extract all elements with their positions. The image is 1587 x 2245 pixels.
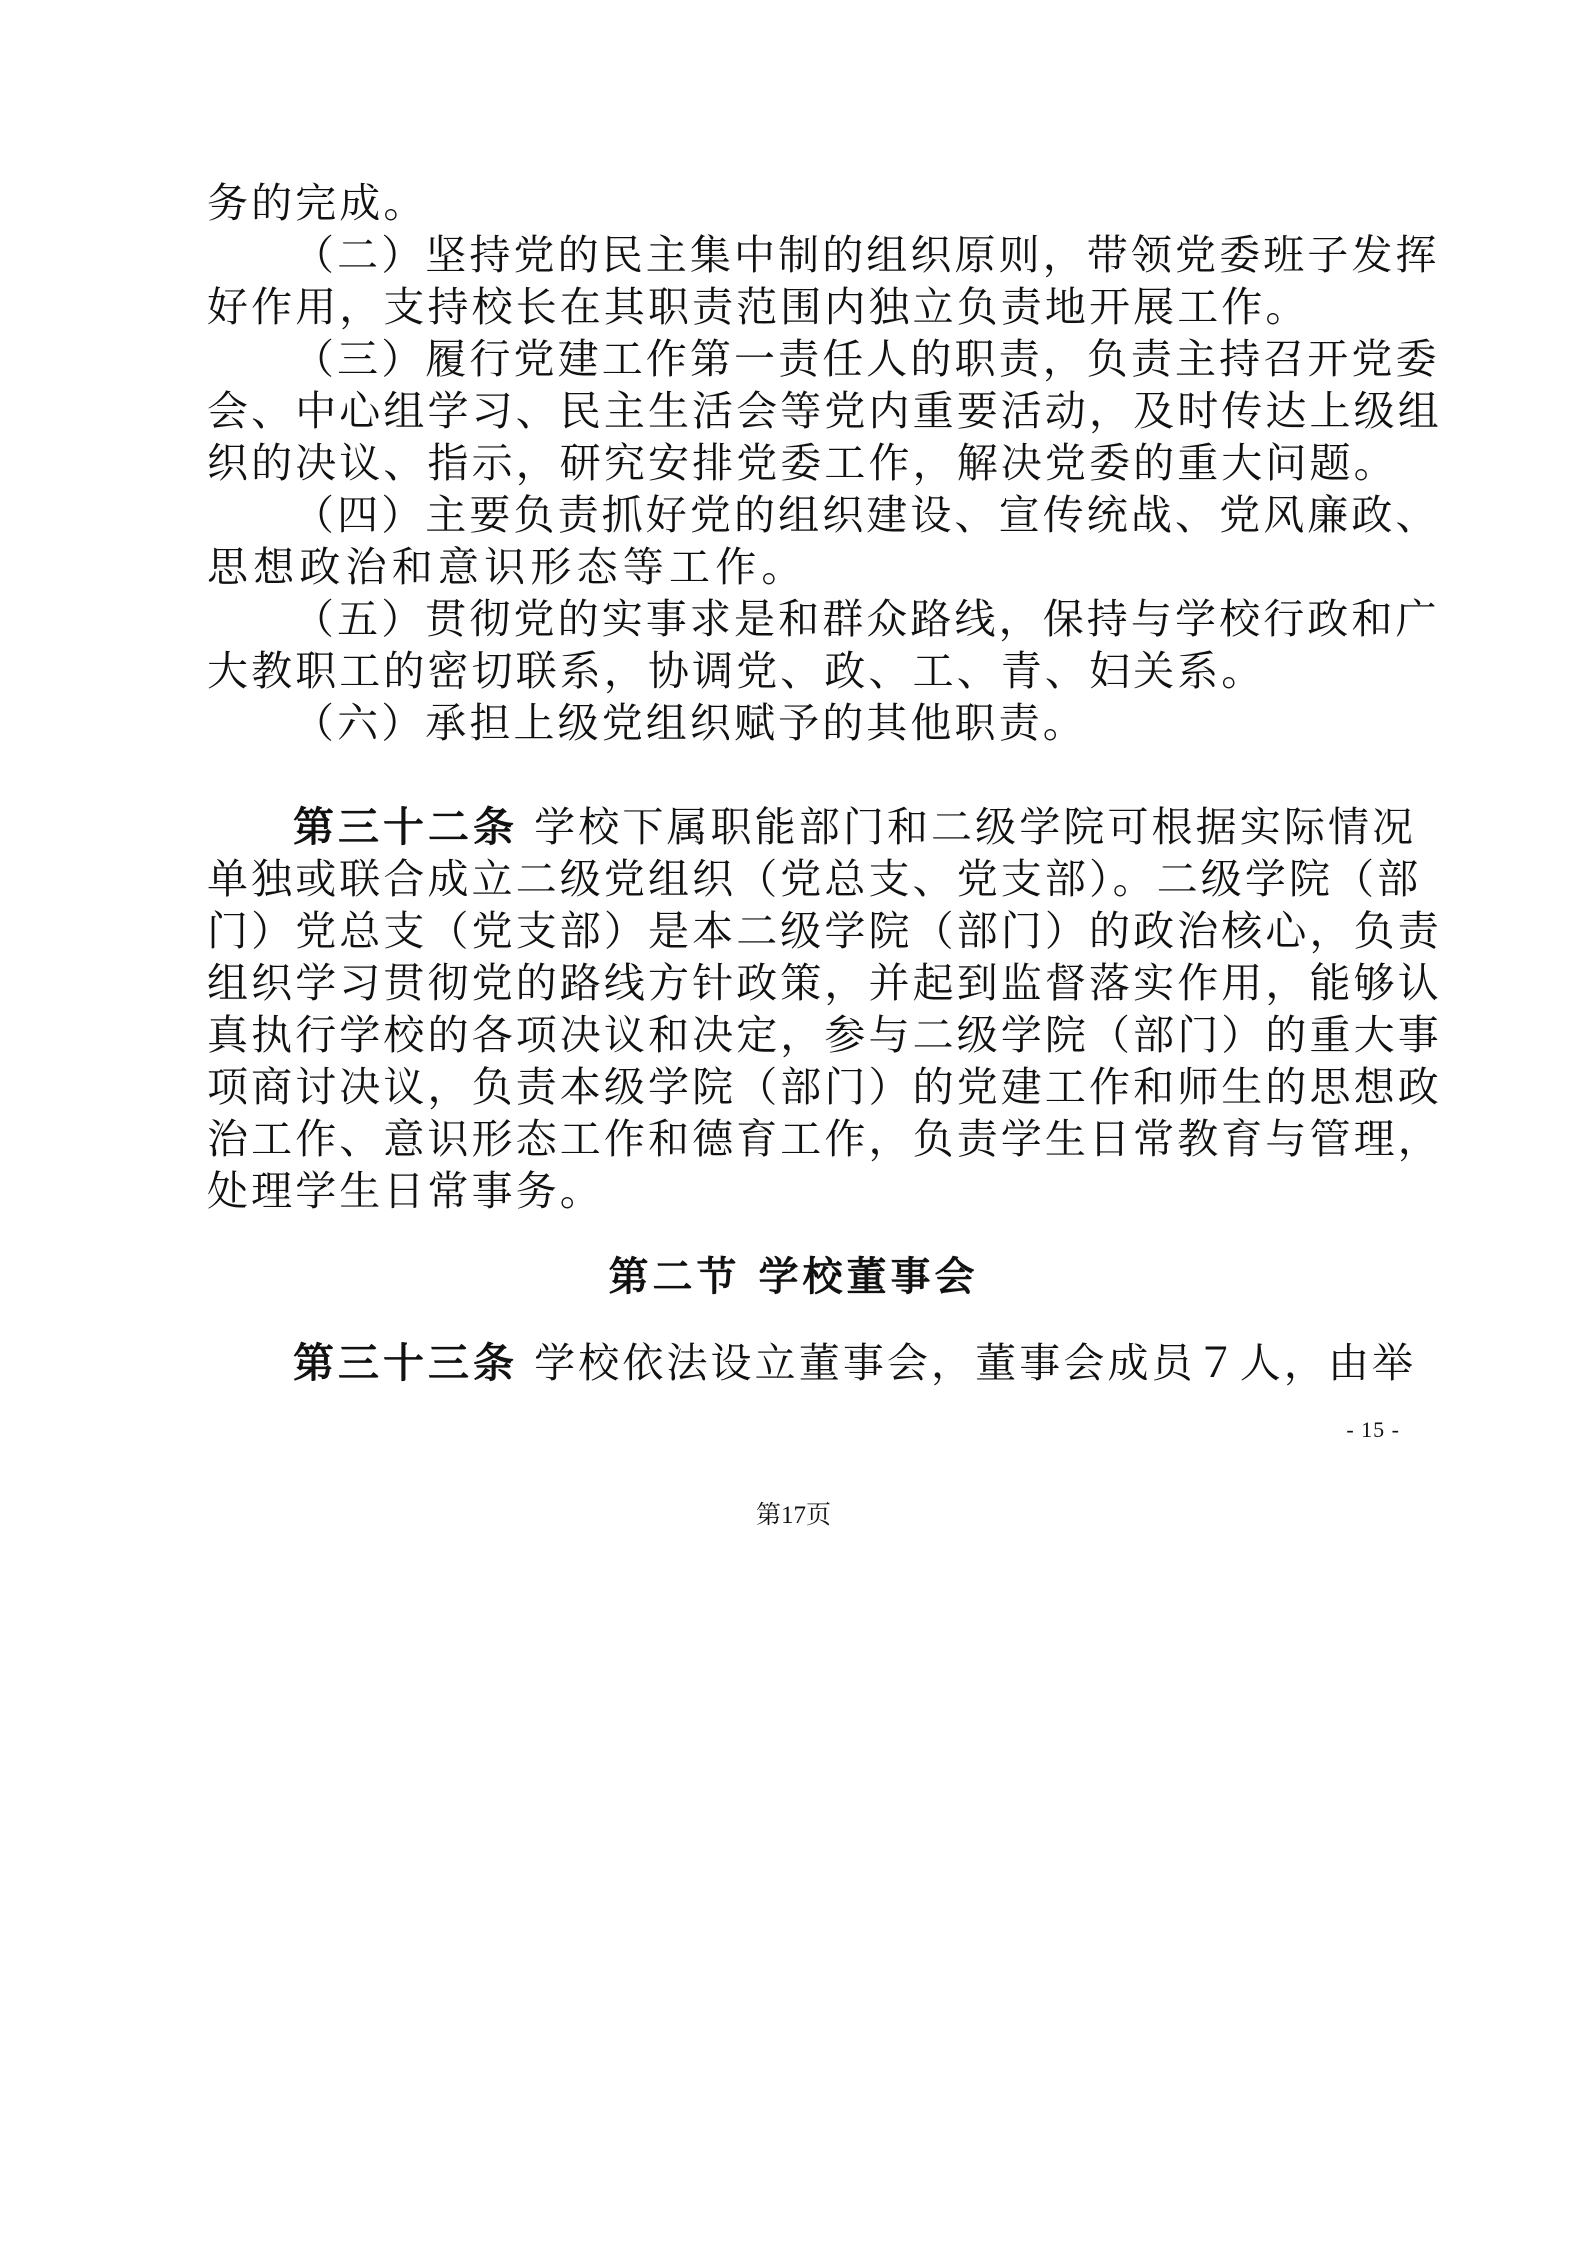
text-line: （四）主要负责抓好党的组织建设、宣传统战、党风廉政、 xyxy=(293,491,1440,539)
article-33-label: 第三十三条 xyxy=(293,1339,518,1387)
text-line: 真执行学校的各项决议和决定，参与二级学院（部门）的重大事 xyxy=(207,1011,1442,1059)
article-32-first-text: 学校下属职能部门和二级学院可根据实际情况 xyxy=(534,803,1417,851)
section-title: 第二节 学校董事会 xyxy=(608,1254,979,1300)
article-33-first-line xyxy=(293,1331,1417,1395)
text-line: 好作用，支持校长在其职责范围内独立负责地开展工作。 xyxy=(207,283,1310,331)
text-line: （三）履行党建工作第一责任人的职责，负责主持召开党委 xyxy=(293,335,1440,383)
footer-page-label: 第17页 xyxy=(755,1502,831,1529)
text-line: （二）坚持党的民主集中制的组织原则，带领党委班子发挥 xyxy=(293,231,1440,279)
page-number: - 15 - xyxy=(1346,1417,1400,1442)
text-line: （五）贯彻党的实事求是和群众路线，保持与学校行政和广 xyxy=(293,595,1440,643)
article-33-first-text: 学校依法设立董事会，董事会成员７人，由举 xyxy=(534,1339,1417,1387)
text-line: 织的决议、指示，研究安排党委工作，解决党委的重大问题。 xyxy=(207,439,1398,487)
text-line: 思想政治和意识形态等工作。 xyxy=(207,543,808,591)
text-line: 组织学习贯彻党的路线方针政策，并起到监督落实作用，能够认 xyxy=(207,959,1442,1007)
article-32-label: 第三十二条 xyxy=(293,803,518,851)
text-line: 单独或联合成立二级党组织（党总支、党支部）。二级学院（部 xyxy=(207,855,1422,903)
text-line: 会、中心组学习、民主生活会等党内重要活动，及时传达上级组 xyxy=(207,387,1442,435)
text-line: 务的完成。 xyxy=(207,179,428,227)
text-line: 门）党总支（党支部）是本二级学院（部门）的政治核心，负责 xyxy=(207,907,1442,955)
text-line: 项商讨决议，负责本级学院（部门）的党建工作和师生的思想政 xyxy=(207,1063,1442,1111)
text-line: 治工作、意识形态工作和德育工作，负责学生日常教育与管理， xyxy=(207,1115,1442,1163)
text-line: 大教职工的密切联系，协调党、政、工、青、妇关系。 xyxy=(207,647,1266,695)
text-line: 处理学生日常事务。 xyxy=(207,1167,604,1215)
text-line: （六）承担上级党组织赋予的其他职责。 xyxy=(293,699,1087,747)
